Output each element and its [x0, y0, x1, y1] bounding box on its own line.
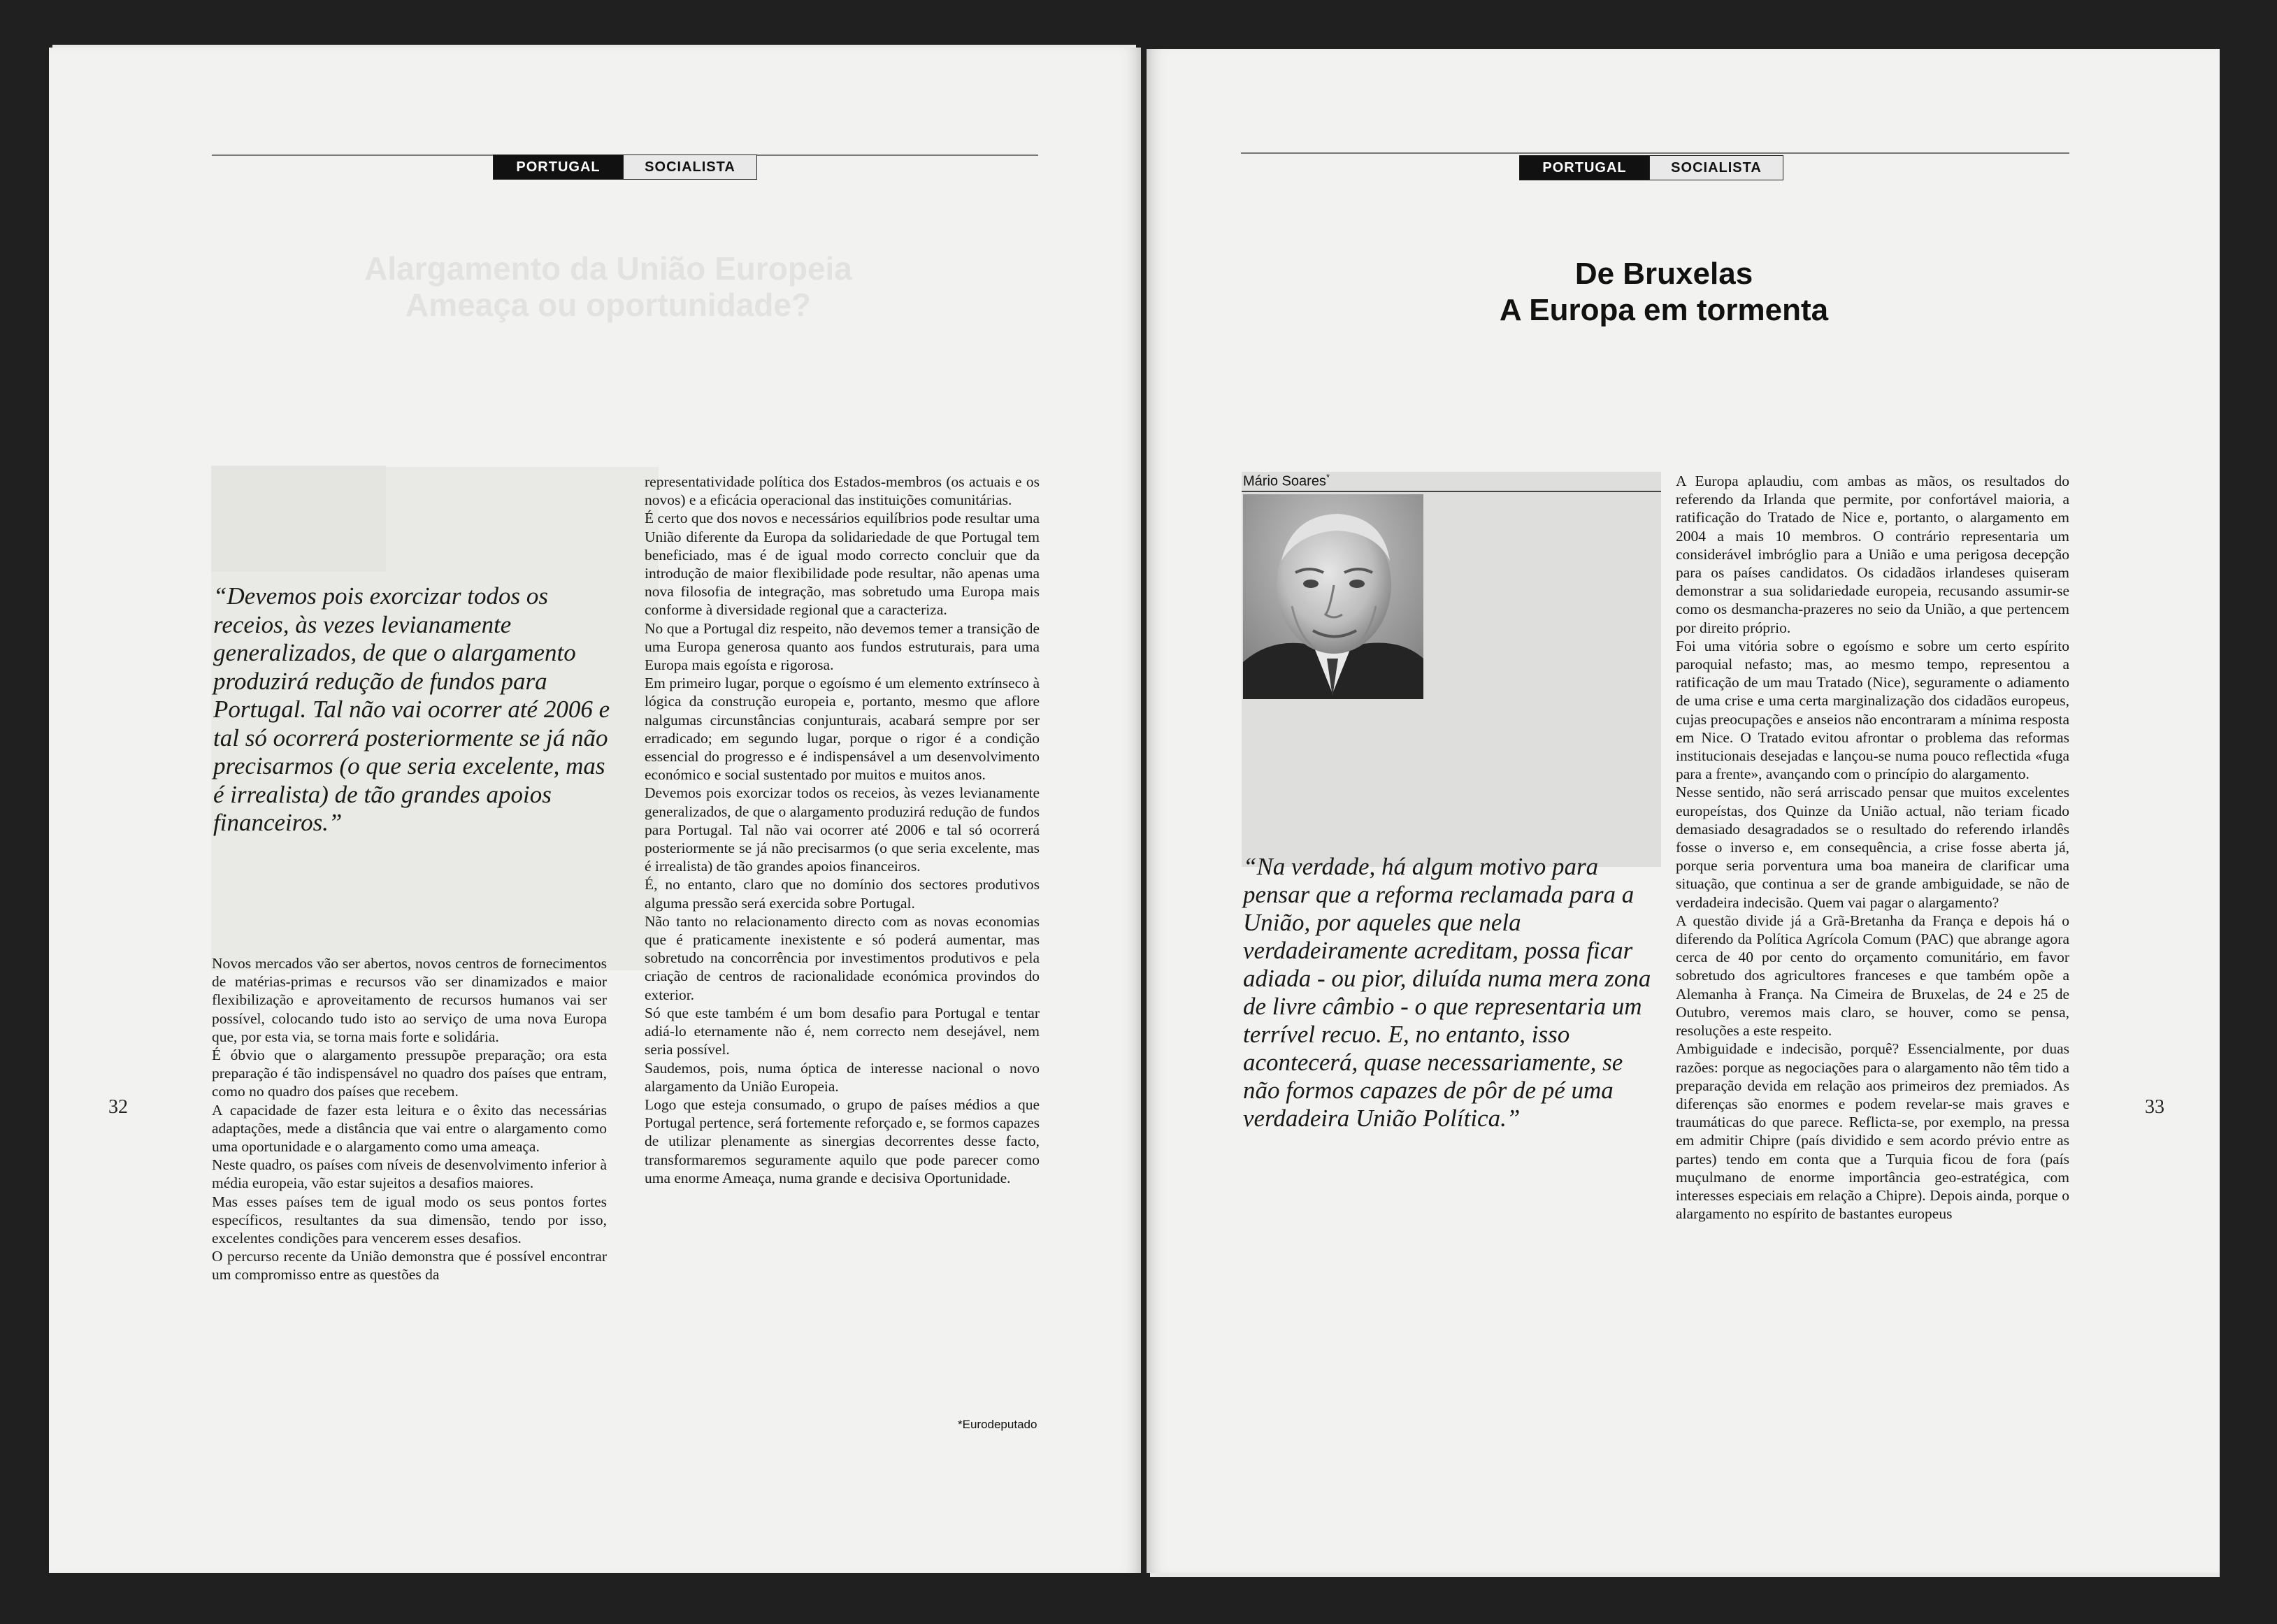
paragraph: Devemos pois exorcizar todos os receios, às vezes levianamente generalizados, de que o alargamento produzirá redução de fundos para Portugal. Tal não vai ocorrer até 2006 e tal só ocorrerá posteriormente se já não precisarmos (o que seria excelente, mas é irrealista) de tão grandes apoios financeiros.: [645, 784, 1040, 875]
paragraph: É certo que dos novos e necessários equilíbrios pode resultar uma União diferente da Europa da solidariedade de que Portugal tem beneficiado, mas é de igual modo correcto concluir que da introdução de maior flexibilidade pode resultar, não apenas uma nova filosofia de integração, mas sobretudo uma Europa mais conforme à diversidade regional que a caracteriza.: [645, 510, 1040, 619]
paragraph: Novos mercados vão ser abertos, novos centros de fornecimentos de matérias-primas e recursos vão ser dinamizados e maior flexibilização e aproveitamento de recursos humanos vai ser possível, colocando tudo isto ao serviço de uma nova Europa que, por esta via, se torna mais forte e solidária.: [212, 955, 607, 1045]
pull-quote: “Na verdade, há algum motivo para pensar que a reforma reclamada para a União, por aqueles que nela verdadeiramente acreditam, possa ficar adiada - ou pior, diluída numa mera zona de livre câmbio - o que representaria um terrível recuo. E, no entanto, isso acontecerá, quase necessariamente, se não formos capazes de pôr de pé uma verdadeira União Política.”: [1243, 853, 1651, 1132]
paragraph: Foi uma vitória sobre o egoísmo e sobre um certo espírito paroquial nefasto; mas, ao mesmo tempo, representou a ratificação de um mau Tratado (Nice), seguramente o adiamento de uma crise e uma certa marginalização dos cidadãos europeus, cujas preocupações e anseios não encontraram a mínima resposta em Nice. O Tratado evitou afrontar o problema das reformas institucionais desejadas e lançou-se numa pouco reflectida «fuga para a frente», avançando com o princípio do alargamento.: [1676, 637, 2069, 783]
page-number: 32: [108, 1096, 128, 1118]
text-column-1: [212, 954, 607, 1284]
paragraph: Mas esses países tem de igual modo os seus pontos fortes específicos, resultantes da sua dimensão, tendo por isso, excelentes condições para vencerem esses desafios.: [212, 1193, 607, 1247]
text-column-2: [645, 473, 1040, 1187]
banner-portugal: PORTUGAL: [494, 155, 623, 179]
author-byline: [1243, 472, 1330, 490]
paragraph: Neste quadro, os países com níveis de desenvolvimento inferior à média europeia, vão estar sujeitos a desafios maiores.: [212, 1156, 607, 1192]
left-page: [49, 48, 1141, 1573]
paragraph: Logo que esteja consumado, o grupo de países médios a que Portugal pertence, será fortemente reforçado e, se formos capazes de utilizar plenamente as sinergias decorrentes desse facto, transformaremos seguramente aquilo que pode parecer como uma enorme Ameaça, numa grande e decisiva Oportunidade.: [645, 1095, 1040, 1186]
paragraph: Saudemos, pois, numa óptica de interesse nacional o novo alargamento da União Europeia.: [645, 1059, 1040, 1095]
title-line-1: De Bruxelas: [1574, 257, 1753, 291]
byline-rule: [1242, 491, 1661, 492]
paragraph: A questão divide já a Grã-Bretanha da França e depois há o diferendo da Política Agrícola Comum (PAC) que abrange agora cerca de 40 por cento do orçamento comunitário, em favor sobretudo dos agricultores franceses e que também opõe a Alemanha à França. Na Cimeira de Bruxelas, de 24 e 25 de Outubro, veremos mais claro, se houver, como se pensa, resoluções a este respeito.: [1676, 912, 2069, 1040]
banner-socialista: SOCIALISTA: [1649, 156, 1783, 180]
paragraph: O percurso recente da União demonstra que é possível encontrar um compromisso entre as questões da: [212, 1248, 607, 1284]
portrait-image: [1243, 494, 1423, 699]
paragraph: É óbvio que o alargamento pressupõe preparação; ora esta preparação é tão indispensável no quadro dos países que entram, como no quadro dos países que recebem.: [212, 1047, 607, 1100]
banner-portugal: PORTUGAL: [1520, 156, 1649, 180]
article-title: [1412, 256, 1916, 329]
author-photo: [1243, 494, 1423, 699]
paragraph: Não tanto no relacionamento directo com as novas economias que é praticamente inexistente e só poderá aumentar, mas sobretudo na concorrência por investimentos produtivos e pela criação de centros de racionalidade económica provindos do exterior.: [645, 912, 1040, 1003]
paragraph: Nesse sentido, não será arriscado pensar que muitos excelentes europeístas, dos Quinze da União actual, não teriam ficado demasiado desagradados se o resultado do referendo irlandês fosse o inverso e, em consequência, a crise fosse aberta já, porque seria porventura uma boa maneira de clarificar uma situação, que continua a ser de grande ambiguidade, se não de verdadeira indecisão. Quem vai pagar o alargamento?: [1676, 784, 2069, 911]
pull-quote: “Devemos pois exorcizar todos os receios, às vezes levianamente generalizados, de que o alargamento produzirá redução de fundos para Portugal. Tal não vai ocorrer até 2006 e tal só ocorrerá posteriormente se já não precisarmos (o que seria excelente, mas é irrealista) de tão grandes apoios financeiros.”: [213, 582, 610, 836]
show-through-title: Alargamento da União Europeia Ameaça ou oportunidade?: [364, 250, 852, 323]
right-page: [1147, 49, 2220, 1573]
author-footnote-mark: *: [1326, 472, 1330, 482]
paragraph: No que a Portugal diz respeito, não devemos temer a transição de uma Europa generosa quanto aos fundos estruturais, para uma Europa mais egoísta e rigorosa.: [645, 619, 1040, 674]
title-line-2: A Europa em tormenta: [1499, 293, 1829, 327]
page-number: 33: [2145, 1096, 2164, 1118]
paragraph: A Europa aplaudiu, com ambas as mãos, os resultados do referendo da Irlanda que permite, por confortável maioria, a ratificação do Tratado de Nice e, portanto, o alargamento em 2004 a mais 10 membros. O contrário representaria um considerável imbróglio para a União e uma perigosa decepção para os países candidatos. Os cidadãos irlandeses quiseram demonstrar a sua solidariedade europeia, recusando assumir-se como os desmancha-prazeres no seio da União, a que pertencem por direito próprio.: [1676, 473, 2069, 636]
author-name: Mário Soares: [1243, 473, 1326, 489]
paragraph: Ambiguidade e indecisão, porquê? Essencialmente, por duas razões: porque as negociações para o alargamento não têm tido a preparação devida em relação aos primeiros dez premiados. As diferenças são enormes e podem revelar-se mais graves e traumáticas do que parece. Reflicta-se, por exemplo, na pressa em admitir Chipre (país dividido e sem acordo prévio entre as partes) tendo em conta que a Turquia ficou de fora (país muçulmano de enorme importância geo-estratégica, com interesses especiais em relação a Chipre). Depois ainda, porque o alargamento no espírito de bastantes europeus: [1676, 1040, 2069, 1223]
paragraph: Só que este também é um bom desafio para Portugal e tentar adiá-lo eternamente não é, nem correcto nem desejável, nem seria possível.: [645, 1004, 1040, 1058]
section-banner: [1519, 155, 1783, 180]
banner-socialista: SOCIALISTA: [623, 155, 756, 179]
header-rule: [1241, 152, 2069, 154]
text-column: [1676, 472, 2069, 1223]
paragraph: representatividade política dos Estados-membros (os actuais e os novos) e a eficácia operacional das instituições comunitárias.: [645, 473, 1040, 509]
paragraph: Em primeiro lugar, porque o egoísmo é um elemento extrínseco à lógica da construção europeia e, portanto, mesmo que aflore nalgumas circunstâncias conjunturais, acabará sempre por ser erradicado; em segundo lugar, porque o rigor é a condição essencial do progresso e é indispensável a um desenvolvimento económico e social sustentado por muitos e muitos anos.: [645, 675, 1040, 784]
paragraph: É, no entanto, claro que no domínio dos sectores produtivos alguma pressão será exercida sobre Portugal.: [645, 876, 1040, 912]
section-banner: [493, 155, 757, 180]
paragraph: A capacidade de fazer esta leitura e o êxito das necessárias adaptações, mede a distância que vai entre o alargamento como uma oportunidade e o alargamento como uma ameaça.: [212, 1101, 607, 1156]
footnote: *Eurodeputado: [958, 1418, 1037, 1431]
